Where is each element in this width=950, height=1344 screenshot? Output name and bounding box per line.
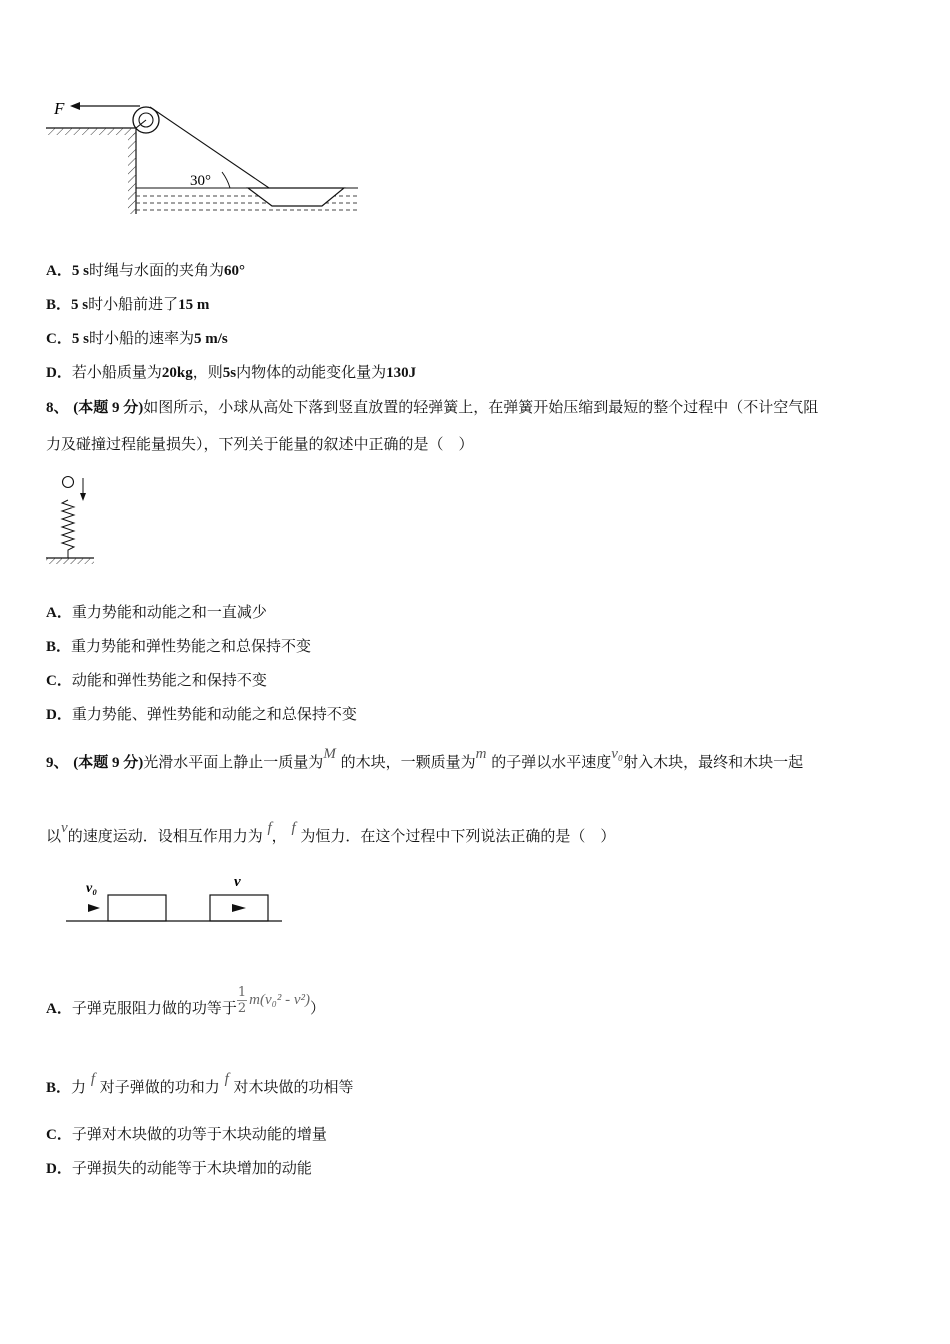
q8-option-c[interactable]: C．动能和弹性势能之和保持不变	[46, 671, 267, 689]
q7-option-c[interactable]: C．5 s时小船的速率为5 m/s	[46, 329, 228, 347]
bullet-block-figure	[62, 872, 288, 928]
q9-option-c[interactable]: C．子弹对木块做的功等于木块动能的增量	[46, 1125, 327, 1143]
var-v0: v₀	[611, 746, 624, 762]
q9-option-a[interactable]: A．子弹克服阻力做的功等于 $\frac{1}{2}$ m(v₀² - v²)）	[46, 985, 325, 1017]
angle-arc	[222, 172, 230, 188]
q9-option-b[interactable]: B．力 f 对子弹做的功和力 f 对木块做的功相等	[46, 1071, 354, 1096]
var-m: m	[475, 746, 487, 762]
var-f-b2: f	[224, 1071, 229, 1087]
kinetic-formula: m(v₀² - v²)	[249, 992, 310, 1008]
q7-option-a[interactable]: A．5 s时绳与水面的夹角为60°	[46, 261, 245, 279]
rope	[150, 107, 272, 190]
q9-stem-line1: 9、 (本题 9 分)光滑水平面上静止一质量为M 的木块，一颗质量为m 的子弹以水平速度v₀射入木块，最终和木块一起	[46, 746, 804, 771]
spring	[62, 500, 74, 558]
q8-option-b[interactable]: B．重力势能和弹性势能之和总保持不变	[46, 637, 312, 655]
q8-option-a[interactable]: A．重力势能和动能之和一直减少	[46, 603, 267, 621]
var-f-b1: f	[90, 1071, 95, 1087]
spring-ball-figure	[42, 472, 102, 568]
force-label: F	[54, 99, 65, 118]
q8-stem-line1: 8、 (本题 9 分)如图所示，小球从高处下落到竖直放置的轻弹簧上，在弹簧开始压缩到最短的整个过程中（不计空气阻	[46, 398, 819, 416]
ball	[63, 477, 74, 488]
q9-stem-line2: 以v的速度运动．设相互作用力为 f， f 为恒力．在这个过程中下列说法正确的是（ ）	[46, 820, 616, 845]
q8-stem-line2: 力及碰撞过程能量损失），下列关于能量的叙述中正确的是（ ）	[46, 435, 474, 453]
top-ground-hatch	[46, 128, 136, 135]
wall-hatch	[128, 132, 136, 214]
block-left	[108, 895, 166, 921]
q8-option-d[interactable]: D．重力势能、弹性势能和动能之和总保持不变	[46, 705, 357, 723]
q7-option-b[interactable]: B．5 s时小船前进了15 m	[46, 295, 210, 313]
var-M: M	[323, 746, 336, 762]
angle-label: 30°	[190, 173, 211, 189]
q9-option-d[interactable]: D．子弹损失的动能等于木块增加的动能	[46, 1159, 312, 1177]
v0-label: v₀	[86, 881, 98, 896]
fall-arrow-head	[80, 493, 86, 501]
var-v: v	[61, 820, 68, 836]
v-label: v	[234, 874, 241, 890]
var-f-2: f	[291, 820, 296, 836]
var-f: f	[267, 820, 272, 836]
q7-option-d[interactable]: D．若小船质量为20kg，则5s内物体的动能变化量为130J	[46, 363, 417, 381]
force-arrow-head	[70, 102, 80, 110]
pulley-boat-figure	[40, 92, 370, 224]
bullet-left	[88, 904, 100, 912]
ground-hatch	[46, 558, 94, 564]
fraction-half: $\frac{1}{2}$	[237, 985, 247, 1016]
